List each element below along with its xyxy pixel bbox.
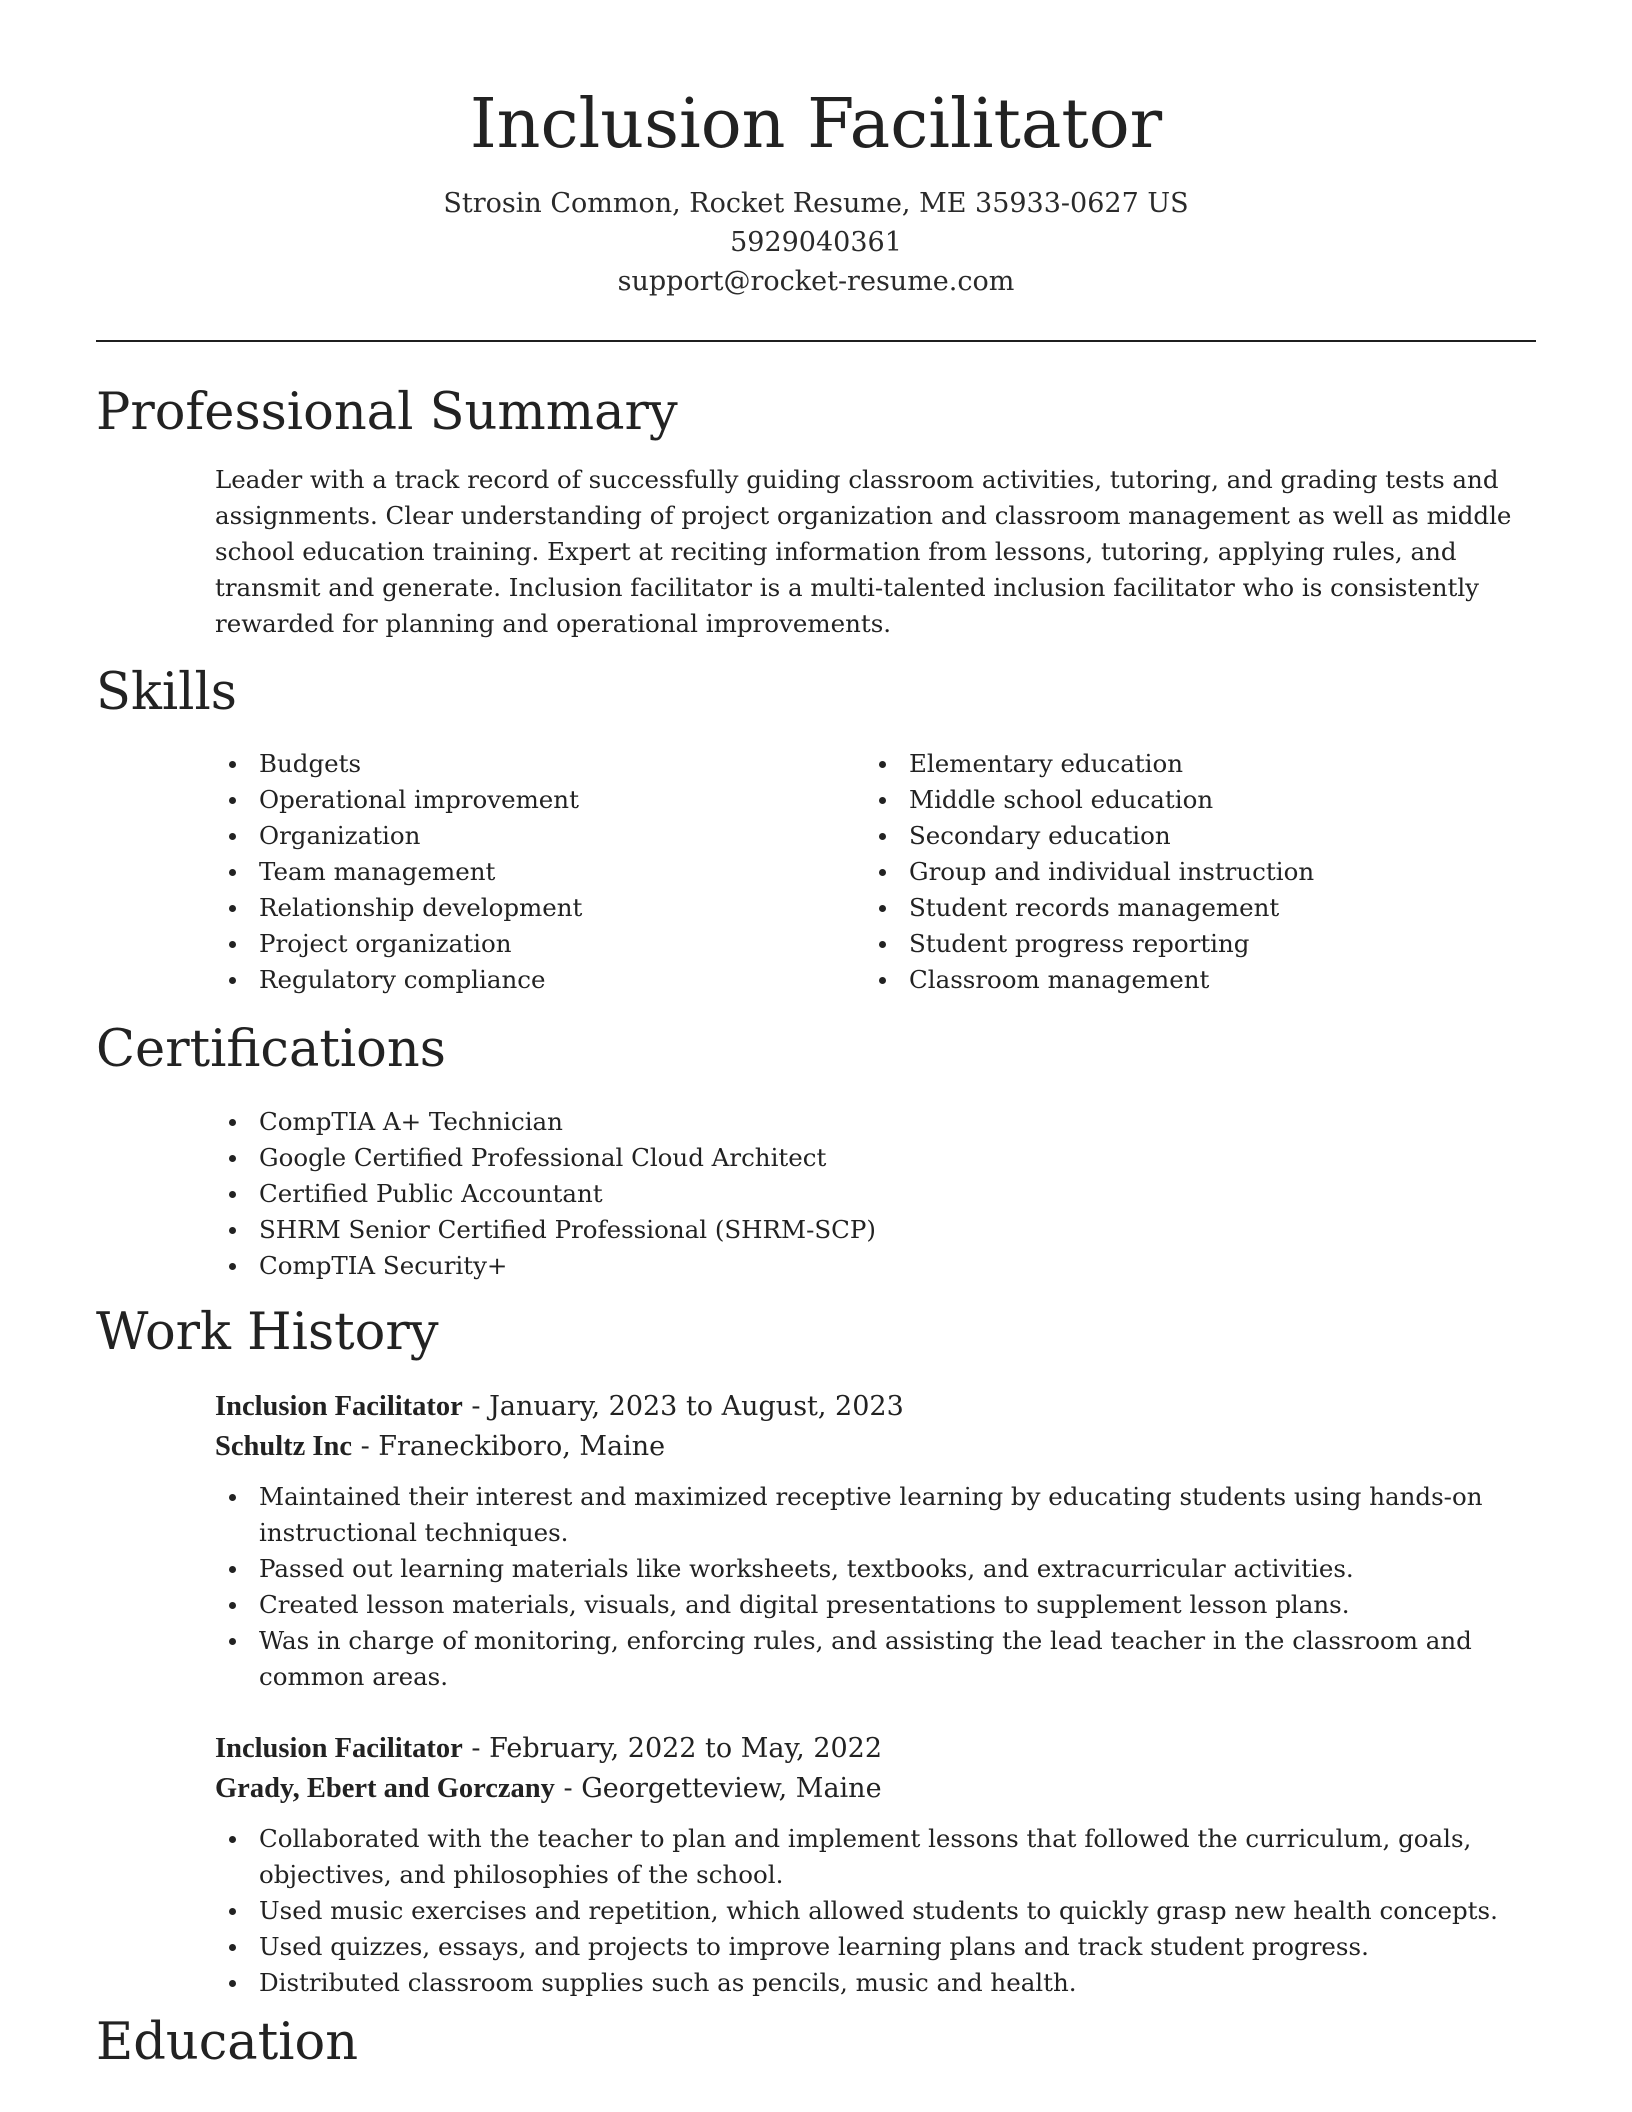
summary-heading: Professional Summary xyxy=(96,383,678,442)
list-item: SHRM Senior Certified Professional (SHRM-SCP) xyxy=(215,1212,1415,1248)
job-role: Inclusion Facilitator xyxy=(215,1391,463,1422)
list-item: Passed out learning materials like worksheets, textbooks, and extracurricular activities. xyxy=(215,1551,1535,1587)
certifications-heading: Certifications xyxy=(96,1020,446,1079)
email: support@rocket-resume.com xyxy=(617,266,1015,297)
job-company-line xyxy=(215,1769,1535,1809)
list-item: CompTIA Security+ xyxy=(215,1248,1415,1284)
list-item: Used music exercises and repetition, which allowed students to quickly grasp new health concepts. xyxy=(215,1893,1535,1929)
job-entry xyxy=(215,1729,1535,2001)
skills-list-left xyxy=(215,746,835,998)
job-company-line xyxy=(215,1427,1535,1467)
resume-header xyxy=(0,80,1632,301)
list-item: Regulatory compliance xyxy=(215,962,835,998)
address: Strosin Common, Rocket Resume, ME 35933-0627 US xyxy=(443,188,1189,219)
list-item: Used quizzes, essays, and projects to improve learning plans and track student progress. xyxy=(215,1929,1535,1965)
list-item: Classroom management xyxy=(865,962,1525,998)
contact-info xyxy=(0,184,1632,301)
list-item: Relationship development xyxy=(215,890,835,926)
job-entry xyxy=(215,1387,1535,1695)
skills-heading: Skills xyxy=(96,663,237,722)
list-item: Student records management xyxy=(865,890,1525,926)
job-company: Grady, Ebert and Gorczany xyxy=(215,1773,555,1804)
list-item: Operational improvement xyxy=(215,782,835,818)
list-item: Distributed classroom supplies such as pencils, music and health. xyxy=(215,1965,1535,2001)
list-item: Group and individual instruction xyxy=(865,854,1525,890)
separator: - xyxy=(471,1733,490,1764)
list-item: Organization xyxy=(215,818,835,854)
job-dates: January, 2023 to August, 2023 xyxy=(489,1391,904,1422)
job-duties-list xyxy=(215,1821,1535,2001)
job-location: Franeckiboro, Maine xyxy=(378,1431,666,1462)
list-item: Student progress reporting xyxy=(865,926,1525,962)
job-title-line xyxy=(215,1387,1535,1427)
list-item: Maintained their interest and maximized receptive learning by educating students using hands-on instructional techniques. xyxy=(215,1479,1535,1551)
list-item: Collaborated with the teacher to plan and implement lessons that followed the curriculum, goals, objectives, and philosophies of the school. xyxy=(215,1821,1535,1893)
job-company: Schultz Inc xyxy=(215,1431,352,1462)
candidate-name: Inclusion Facilitator xyxy=(469,85,1163,164)
list-item: Elementary education xyxy=(865,746,1525,782)
job-duties-list xyxy=(215,1479,1535,1695)
separator: - xyxy=(471,1391,490,1422)
header-divider xyxy=(96,340,1536,342)
list-item: Middle school education xyxy=(865,782,1525,818)
job-title-line xyxy=(215,1729,1535,1769)
separator: - xyxy=(360,1431,379,1462)
job-role: Inclusion Facilitator xyxy=(215,1733,463,1764)
list-item: Was in charge of monitoring, enforcing rules, and assisting the lead teacher in the classroom and common areas. xyxy=(215,1623,1535,1695)
certifications-list xyxy=(215,1104,1415,1284)
list-item: Google Certified Professional Cloud Architect xyxy=(215,1140,1415,1176)
list-item: Team management xyxy=(215,854,835,890)
separator: - xyxy=(563,1773,582,1804)
list-item: CompTIA A+ Technician xyxy=(215,1104,1415,1140)
job-location: Georgetteview, Maine xyxy=(581,1773,882,1804)
work-history-heading: Work History xyxy=(96,1303,439,1362)
list-item: Secondary education xyxy=(865,818,1525,854)
education-heading: Education xyxy=(96,2013,359,2072)
list-item: Budgets xyxy=(215,746,835,782)
phone: 5929040361 xyxy=(730,227,902,258)
list-item: Certified Public Accountant xyxy=(215,1176,1415,1212)
skills-list-right xyxy=(865,746,1525,998)
list-item: Project organization xyxy=(215,926,835,962)
job-dates: February, 2022 to May, 2022 xyxy=(489,1733,883,1764)
list-item: Created lesson materials, visuals, and digital presentations to supplement lesson plans. xyxy=(215,1587,1535,1623)
summary-text: Leader with a track record of successfully guiding classroom activities, tutoring, and grading tests and assignments. Clear understanding of project organization and classroom management as well as middle school education training. Expert at reciting information from lessons, tutoring, applying rules, and transmit and generate. Inclusion facilitator is a multi-talented inclusion facilitator who is consistently rewarded for planning and operational improvements. xyxy=(215,465,1512,638)
